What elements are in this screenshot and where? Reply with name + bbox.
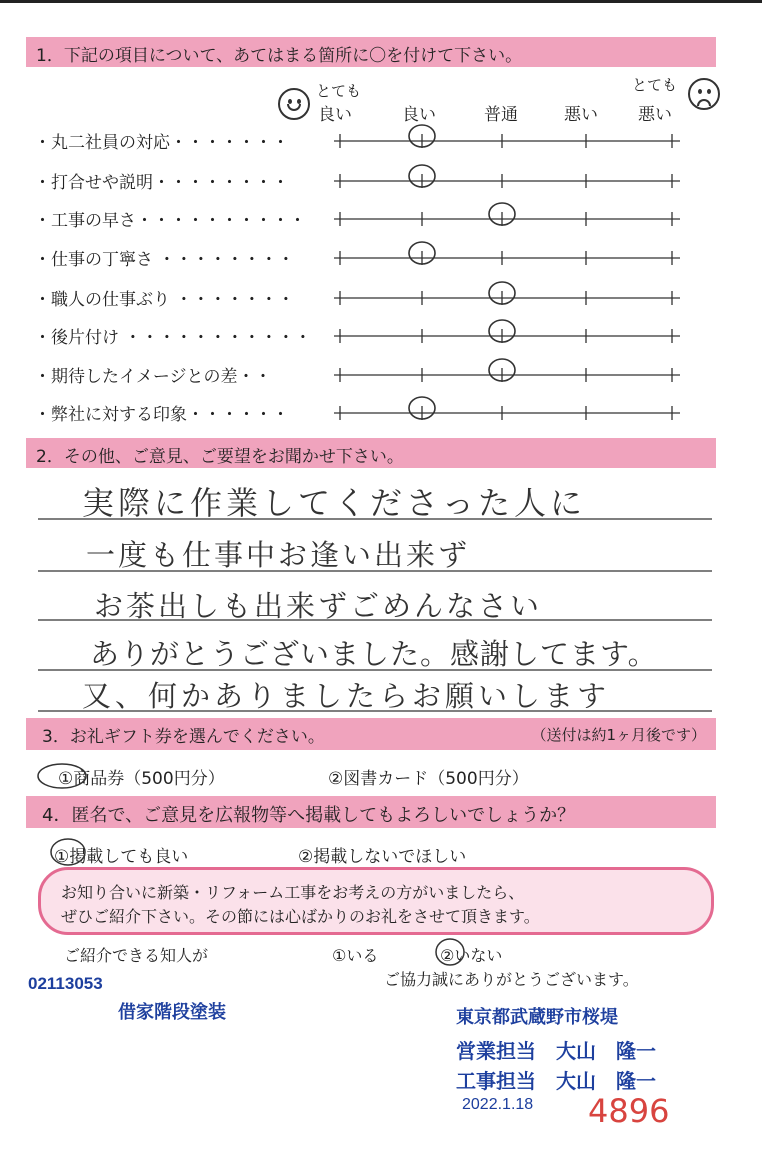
rating-item-label: ・弊社に対する印象・・・・・・: [34, 405, 289, 425]
referral-box: [38, 867, 714, 935]
section2-title: 2．その他、ご意見、ご要望をお聞かせ下さい。: [36, 447, 404, 467]
publish-option-1[interactable]: ①掲載しても良い: [54, 847, 189, 867]
publish-selection-circle: [46, 836, 90, 870]
referral-selection-circle: [432, 935, 468, 969]
stamp-code: 02113053: [28, 974, 103, 993]
rating-item-label: ・後片付け ・・・・・・・・・・・: [34, 328, 312, 348]
scale-very-good-bottom: 良い: [318, 105, 352, 125]
section1-title: 1．下記の項目について、あてはまる箇所に〇を付けて下さい。: [36, 46, 523, 66]
scale-very-bad-bottom: 悪い: [638, 105, 672, 125]
referral-box-line-2: ぜひご紹介下さい。その節には心ばかりのお礼をさせて頂きます。: [61, 907, 540, 926]
comment-line-3: お茶出しも出来ずごめんなさい: [94, 589, 543, 623]
rating-item-label: ・仕事の丁寧さ ・・・・・・・・: [34, 250, 295, 270]
section4-title: 4．匿名で、ご意見を広報物等へ掲載してもよろしいでしょうか？: [42, 805, 576, 826]
stamp-location: 東京都武蔵野市桜堤: [456, 1007, 618, 1027]
gift-option-2[interactable]: ②図書カード（500円分）: [328, 769, 529, 789]
stamp-work: 借家階段塗装: [118, 1002, 226, 1022]
rating-item-label: ・打合せや説明・・・・・・・・: [34, 173, 289, 193]
section3-note: （送付は約1ヶ月後です）: [531, 726, 706, 744]
comment-line-1: 実際に作業してくださった人に: [82, 484, 587, 522]
gift-selection-circle: [34, 760, 94, 794]
referral-option-no[interactable]: ②いない: [440, 946, 503, 965]
scale-very-good-top: とても: [316, 82, 362, 100]
rating-item-label: ・丸二社員の対応・・・・・・・: [34, 133, 289, 153]
section3-band: [26, 718, 716, 750]
stamp-date: 2022.1.18: [462, 1096, 534, 1113]
section4-band: [26, 796, 716, 828]
gift-option-1[interactable]: ①商品券（500円分）: [58, 769, 225, 789]
comment-line-2: 一度も仕事中お逢い出来ず: [86, 538, 471, 572]
scale-normal: 普通: [484, 105, 518, 125]
scale-good: 良い: [402, 105, 436, 125]
referral-box-line-1: お知り合いに新築・リフォーム工事をお考えの方がいましたら、: [61, 883, 525, 902]
comment-line-4: ありがとうございました。感謝してます。: [90, 637, 658, 671]
stamp-construction: 工事担当 大山 隆一: [456, 1071, 656, 1093]
scale-bad: 悪い: [564, 105, 598, 125]
stamp-sales: 営業担当 大山 隆一: [456, 1041, 656, 1063]
handwritten-number: 4896: [588, 1092, 670, 1130]
scale-very-bad-top: とても: [632, 76, 678, 94]
section3-title: 3．お礼ギフト券を選んでください。: [42, 727, 325, 747]
rating-item-label: ・職人の仕事ぶり ・・・・・・・: [34, 290, 295, 310]
rating-item-label: ・期待したイメージとの差・・: [34, 367, 272, 387]
publish-option-2[interactable]: ②掲載しないでほしい: [298, 847, 467, 867]
referral-label: ご紹介できる知人が: [64, 946, 209, 965]
thanks-text: ご協力誠にありがとうございます。: [384, 970, 639, 989]
referral-option-yes[interactable]: ①いる: [332, 946, 379, 965]
rating-item-label: ・工事の早さ・・・・・・・・・・: [34, 211, 306, 231]
comment-line-5: 又、何かありましたらお願いします: [82, 679, 611, 713]
